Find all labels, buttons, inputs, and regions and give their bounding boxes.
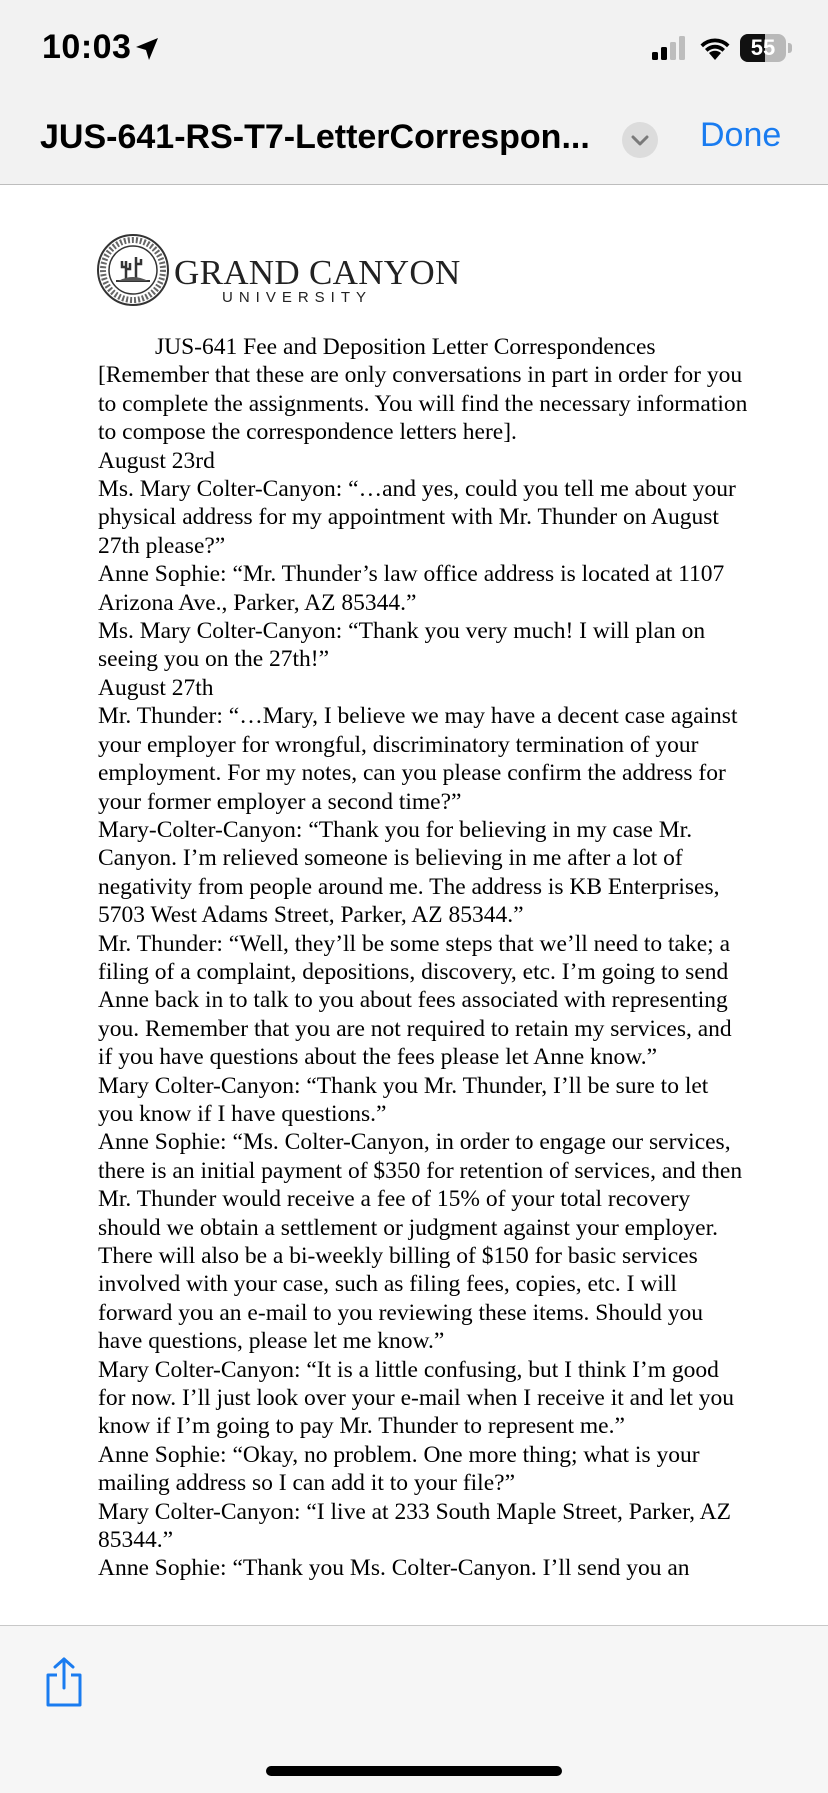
chevron-down-icon (622, 122, 658, 158)
paragraph: Anne Sophie: “Mr. Thunder’s law office address is located at 1107 Arizona Ave., Parker, AZ 85344.” (98, 561, 725, 616)
share-icon[interactable] (42, 1656, 86, 1708)
document-text (98, 333, 748, 1583)
paragraph: Ms. Mary Colter-Canyon: “…and yes, could you tell me about your physical address for my appointment with Mr. Thunder on August 27th please?” (98, 476, 736, 559)
status-time: 10:03 (42, 28, 132, 66)
university-subtitle: UNIVERSITY (222, 289, 373, 306)
paragraph: Mary-Colter-Canyon: “Thank you for believing in my case Mr. Canyon. I’m relieved someone is believing in me after a lot of negativity from people around me. The address is KB Enterprises, 5703 West Adams Street, Parker, AZ 85344.” (98, 816, 720, 929)
home-indicator[interactable] (266, 1766, 562, 1776)
paragraph: Anne Sophie: “Okay, no problem. One more thing; what is your mailing address so I can add it to your file?” (98, 1441, 700, 1497)
paragraph: Anne Sophie: “Thank you Ms. Colter-Canyon. I’ll send you an (98, 1555, 690, 1582)
paragraph: Mr. Thunder: “Well, they’ll be some steps that we’ll need to take; a filing of a complaint, depositions, discovery, etc. I’m going to send Anne back in to talk to you about fees associated with representing you. Remember that you are not required to retain my services, and if you have questions about the fees please let Anne know.” (98, 930, 732, 1071)
university-name: GRAND CANYON (174, 253, 461, 292)
cellular-signal-icon (652, 36, 688, 60)
paragraph: Anne Sophie: “Ms. Colter-Canyon, in order to engage our services, there is an initial payment of $350 for retention of services, and then Mr. Thunder would receive a fee of 15% of your total recovery should we obtain a settlement or judgment against your employer. There will also be a bi-weekly billing of $150 for basic services involved with your case, such as filing fees, copies, etc. I will forward you an e-mail to you reviewing these items. Should you have questions, please let me know.” (98, 1129, 743, 1355)
document-heading: JUS-641 Fee and Deposition Letter Correspondences (155, 334, 656, 360)
university-seal-logo (96, 233, 170, 307)
paragraph: Ms. Mary Colter-Canyon: “Thank you very much! I will plan on seeing you on the 27th!” (98, 618, 706, 673)
document-title[interactable]: JUS-641-RS-T7-LetterCorrespon... (40, 118, 590, 156)
wifi-icon (698, 34, 732, 60)
battery-level-text: 55 (750, 35, 776, 60)
paragraph: Mr. Thunder: “…Mary, I believe we may have a decent case against your employer for wrongful, discriminatory termination of your employment. For my notes, can you please confirm the address for your former employer a second time?” (98, 703, 738, 815)
paragraph: Mary Colter-Canyon: “Thank you Mr. Thunder, I’ll be sure to let you know if I have questions.” (98, 1072, 709, 1127)
paragraph: Mary Colter-Canyon: “It is a little confusing, but I think I’m good for now. I’ll just look over your e-mail when I receive it and let you know if I’m going to pay Mr. Thunder to represent me.” (98, 1356, 735, 1440)
document-page[interactable] (0, 185, 828, 1625)
paragraph: August 23rd (98, 447, 215, 474)
location-arrow-icon (134, 36, 160, 62)
bottom-toolbar (0, 1625, 828, 1793)
document-navigation-bar (0, 100, 828, 185)
done-button[interactable]: Done (700, 116, 782, 154)
paragraph: August 27th (98, 674, 214, 701)
battery-indicator (740, 34, 786, 62)
status-bar (0, 0, 828, 100)
paragraph: Mary Colter-Canyon: “I live at 233 South Maple Street, Parker, AZ 85344.” (98, 1498, 731, 1554)
title-menu-button[interactable] (622, 122, 658, 158)
paragraph: [Remember that these are only conversations in part in order for you to complete the assignments. You will find the necessary information to compose the correspondence letters here]. (98, 362, 748, 446)
